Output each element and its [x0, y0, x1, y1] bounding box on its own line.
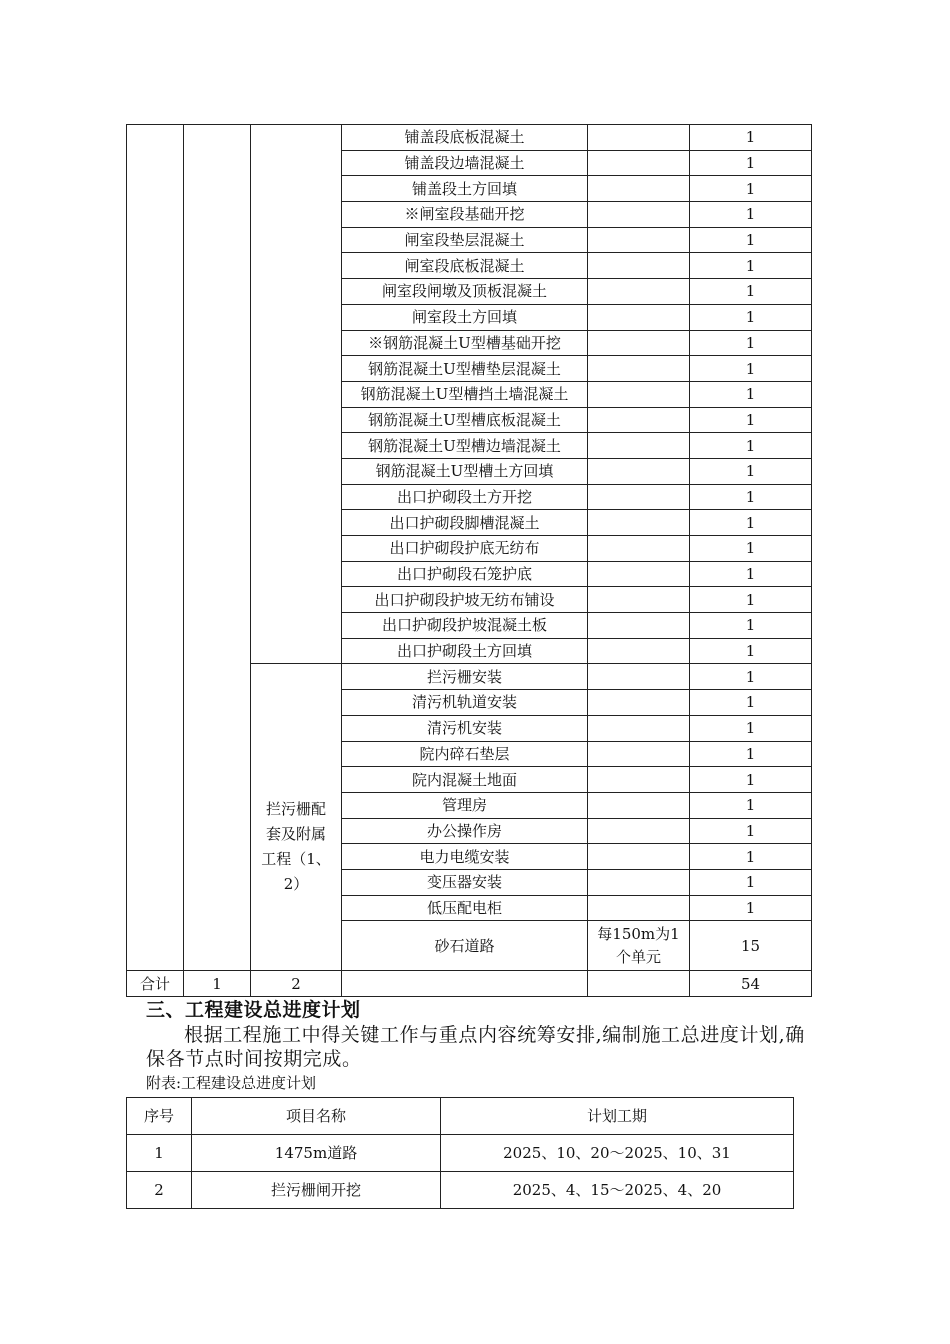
unit-project-col-cell — [184, 125, 251, 971]
item-name-cell: ※钢筋混凝土U型槽基础开挖 — [342, 330, 588, 356]
unit-count-cell: 1 — [690, 869, 812, 895]
schedule-row — [127, 1172, 794, 1209]
unit-note-cell — [588, 613, 690, 639]
unit-note-cell — [588, 895, 690, 921]
item-name-cell: 钢筋混凝土U型槽边墙混凝土 — [342, 433, 588, 459]
schedule-name: 拦污栅闸开挖 — [192, 1172, 441, 1209]
unit-count-cell: 1 — [690, 253, 812, 279]
unit-count-cell: 1 — [690, 330, 812, 356]
unit-count-cell: 1 — [690, 279, 812, 305]
schedule-no: 1 — [127, 1135, 192, 1172]
section-paragraph: 根据工程施工中得关键工作与重点内容统筹安排,编制施工总进度计划,确保各节点时间按期完成。 — [146, 1024, 805, 1070]
unit-note-cell — [588, 279, 690, 305]
unit-note-cell — [588, 587, 690, 613]
schedule-table — [126, 1097, 794, 1209]
unit-note-cell — [588, 792, 690, 818]
item-name-cell: 管理房 — [342, 792, 588, 818]
unit-note-cell — [588, 844, 690, 870]
subunit-group-label: 拦污栅配套及附属工程（1、2） — [251, 664, 342, 971]
item-name-cell: 低压配电柜 — [342, 895, 588, 921]
unit-note-cell — [588, 510, 690, 536]
unit-count-cell: 1 — [690, 715, 812, 741]
item-name-cell: 清污机安装 — [342, 715, 588, 741]
header-no: 序号 — [127, 1098, 192, 1135]
total-blank-cell — [342, 971, 588, 997]
item-name-cell: 出口护砌段护底无纺布 — [342, 536, 588, 562]
unit-note-cell — [588, 715, 690, 741]
unit-note-cell: 每150m为1个单元 — [588, 921, 690, 971]
unit-table-body — [127, 125, 812, 997]
section-heading: 三、工程建设总进度计划 — [146, 999, 361, 1021]
item-name-cell: 院内混凝土地面 — [342, 767, 588, 793]
item-name-cell: 钢筋混凝土U型槽挡土墙混凝土 — [342, 381, 588, 407]
table-caption: 附表:工程建设总进度计划 — [146, 1074, 317, 1092]
item-name-cell: 铺盖段边墙混凝土 — [342, 150, 588, 176]
schedule-name: 1475m道路 — [192, 1135, 441, 1172]
unit-note-cell — [588, 125, 690, 151]
unit-note-cell — [588, 561, 690, 587]
unit-count-cell: 1 — [690, 176, 812, 202]
total-blank-cell — [588, 971, 690, 997]
item-name-cell: 铺盖段土方回填 — [342, 176, 588, 202]
unit-division-table — [126, 124, 812, 997]
unit-count-cell: 1 — [690, 484, 812, 510]
item-name-cell: ※闸室段基础开挖 — [342, 202, 588, 228]
unit-count-cell: 1 — [690, 844, 812, 870]
project-col-cell — [127, 125, 184, 971]
item-name-cell: 砂石道路 — [342, 921, 588, 971]
unit-note-cell — [588, 356, 690, 382]
unit-count-cell: 1 — [690, 227, 812, 253]
item-name-cell: 院内碎石垫层 — [342, 741, 588, 767]
subunit-group-cell — [251, 125, 342, 664]
header-name: 项目名称 — [192, 1098, 441, 1135]
item-name-cell: 闸室段闸墩及顶板混凝土 — [342, 279, 588, 305]
item-name-cell: 钢筋混凝土U型槽垫层混凝土 — [342, 356, 588, 382]
unit-count-cell: 1 — [690, 458, 812, 484]
unit-count-cell: 1 — [690, 638, 812, 664]
schedule-period: 2025、10、20～2025、10、31 — [441, 1135, 794, 1172]
total-row — [127, 971, 812, 997]
unit-count-cell: 1 — [690, 356, 812, 382]
item-name-cell: 出口护砌段土方回填 — [342, 638, 588, 664]
unit-note-cell — [588, 741, 690, 767]
unit-note-cell — [588, 767, 690, 793]
unit-count-cell: 1 — [690, 150, 812, 176]
schedule-no: 2 — [127, 1172, 192, 1209]
item-name-cell: 钢筋混凝土U型槽土方回填 — [342, 458, 588, 484]
unit-count-cell: 1 — [690, 613, 812, 639]
item-name-cell: 变压器安装 — [342, 869, 588, 895]
table-row — [127, 125, 812, 151]
total-unit-project-count: 2 — [251, 971, 342, 997]
unit-count-cell: 1 — [690, 202, 812, 228]
total-unit-count: 54 — [690, 971, 812, 997]
unit-count-cell: 15 — [690, 921, 812, 971]
unit-note-cell — [588, 202, 690, 228]
item-name-cell: 办公操作房 — [342, 818, 588, 844]
unit-note-cell — [588, 690, 690, 716]
unit-count-cell: 1 — [690, 792, 812, 818]
unit-count-cell: 1 — [690, 818, 812, 844]
unit-note-cell — [588, 407, 690, 433]
item-name-cell: 出口护砌段石笼护底 — [342, 561, 588, 587]
item-name-cell: 拦污栅安装 — [342, 664, 588, 690]
unit-count-cell: 1 — [690, 381, 812, 407]
item-name-cell: 出口护砌段护坡混凝土板 — [342, 613, 588, 639]
total-project-count: 1 — [184, 971, 251, 997]
unit-note-cell — [588, 176, 690, 202]
unit-note-cell — [588, 381, 690, 407]
unit-note-cell — [588, 818, 690, 844]
header-period: 计划工期 — [441, 1098, 794, 1135]
unit-count-cell: 1 — [690, 304, 812, 330]
item-name-cell: 出口护砌段护坡无纺布铺设 — [342, 587, 588, 613]
unit-count-cell: 1 — [690, 125, 812, 151]
item-name-cell: 出口护砌段土方开挖 — [342, 484, 588, 510]
item-name-cell: 钢筋混凝土U型槽底板混凝土 — [342, 407, 588, 433]
unit-note-cell — [588, 253, 690, 279]
schedule-header-row — [127, 1098, 794, 1135]
unit-note-cell — [588, 458, 690, 484]
unit-note-cell — [588, 150, 690, 176]
unit-count-cell: 1 — [690, 741, 812, 767]
unit-note-cell — [588, 869, 690, 895]
total-label: 合计 — [127, 971, 184, 997]
item-name-cell: 电力电缆安装 — [342, 844, 588, 870]
unit-note-cell — [588, 433, 690, 459]
unit-count-cell: 1 — [690, 561, 812, 587]
unit-note-cell — [588, 227, 690, 253]
unit-count-cell: 1 — [690, 510, 812, 536]
unit-note-cell — [588, 484, 690, 510]
item-name-cell: 铺盖段底板混凝土 — [342, 125, 588, 151]
item-name-cell: 闸室段土方回填 — [342, 304, 588, 330]
unit-note-cell — [588, 638, 690, 664]
unit-note-cell — [588, 330, 690, 356]
item-name-cell: 清污机轨道安装 — [342, 690, 588, 716]
unit-note-cell — [588, 664, 690, 690]
unit-count-cell: 1 — [690, 407, 812, 433]
unit-note-cell — [588, 304, 690, 330]
unit-count-cell: 1 — [690, 664, 812, 690]
unit-count-cell: 1 — [690, 433, 812, 459]
item-name-cell: 闸室段垫层混凝土 — [342, 227, 588, 253]
unit-count-cell: 1 — [690, 587, 812, 613]
item-name-cell: 出口护砌段脚槽混凝土 — [342, 510, 588, 536]
unit-count-cell: 1 — [690, 690, 812, 716]
schedule-period: 2025、4、15～2025、4、20 — [441, 1172, 794, 1209]
schedule-row — [127, 1135, 794, 1172]
unit-note-cell — [588, 536, 690, 562]
unit-count-cell: 1 — [690, 536, 812, 562]
item-name-cell: 闸室段底板混凝土 — [342, 253, 588, 279]
unit-count-cell: 1 — [690, 895, 812, 921]
unit-count-cell: 1 — [690, 767, 812, 793]
